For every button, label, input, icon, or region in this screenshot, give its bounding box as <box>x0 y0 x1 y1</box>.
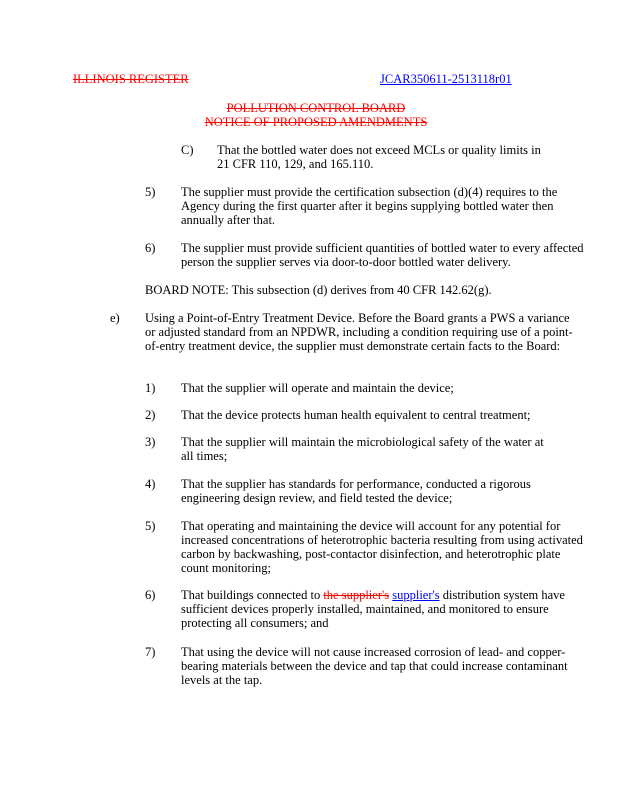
item-label: 7) <box>145 645 156 659</box>
item-label: 1) <box>145 381 156 395</box>
item-e7-text: That using the device will not cause increased corrosion of lead- and copper-bearing materials between the device and tap that could increase contaminant levels at the tap. <box>181 645 568 687</box>
item-d6-text: The supplier must provide sufficient quantities of bottled water to every affected person the supplier serves via door-to-door bottled water delivery. <box>181 241 584 269</box>
item-label: 4) <box>145 477 156 491</box>
item-e4-text: That the supplier has standards for performance, conducted a rigorous engineering design review, and field tested the device; <box>181 477 531 505</box>
item-e6-post: distribution system have sufficient devices properly installed, maintained, and monitored to ensure protecting all consumers; and <box>181 588 565 630</box>
item-label: 2) <box>145 408 156 422</box>
board-note: BOARD NOTE: This subsection (d) derives from 40 CFR 142.62(g). <box>145 283 492 297</box>
item-label: 5) <box>145 519 156 533</box>
item-e-text: Using a Point-of-Entry Treatment Device. Before the Board grants a PWS a variance or adjusted standard from an NPDWR, including a condition requiring use of a point-of-entry treatment device, the supplier must demonstrate certain facts to the Board: <box>145 311 573 353</box>
notice-title: NOTICE OF PROPOSED AMENDMENTS <box>204 115 428 129</box>
item-e6-pre: That buildings connected to <box>181 588 324 602</box>
register-title: ILLINOIS REGISTER <box>73 72 189 86</box>
item-label: 3) <box>145 435 156 449</box>
item-e3-text: That the supplier will maintain the microbiological safety of the water at all times; <box>181 435 544 463</box>
item-e5-text: That operating and maintaining the device will account for any potential for increased concentrations of heterotrophic bacteria resulting from using activated carbon by backwashing, post-contactor disinfection, and heterotrophic plate count monitoring; <box>181 519 583 575</box>
item-d5-text: The supplier must provide the certification subsection (d)(4) requires to the Agency during the first quarter after it begins supplying bottled water then annually after that. <box>181 185 558 227</box>
item-label: e) <box>110 311 120 325</box>
item-e1-text: That the supplier will operate and maintain the device; <box>181 381 454 395</box>
item-e2-text: That the device protects human health equivalent to central treatment; <box>181 408 531 422</box>
item-e6-text <box>181 588 576 630</box>
agency-title: POLLUTION CONTROL BOARD <box>226 101 406 115</box>
inserted-text: supplier's <box>392 588 440 602</box>
document-code: JCAR350611-2513118r01 <box>380 72 512 86</box>
item-label: 6) <box>145 241 156 255</box>
item-label: 5) <box>145 185 156 199</box>
item-label: C) <box>181 143 194 157</box>
deleted-text: the supplier's <box>323 588 390 602</box>
item-label: 6) <box>145 588 156 602</box>
item-c-text: That the bottled water does not exceed MCLs or quality limits in 21 CFR 110, 129, and 165.110. <box>217 143 541 171</box>
